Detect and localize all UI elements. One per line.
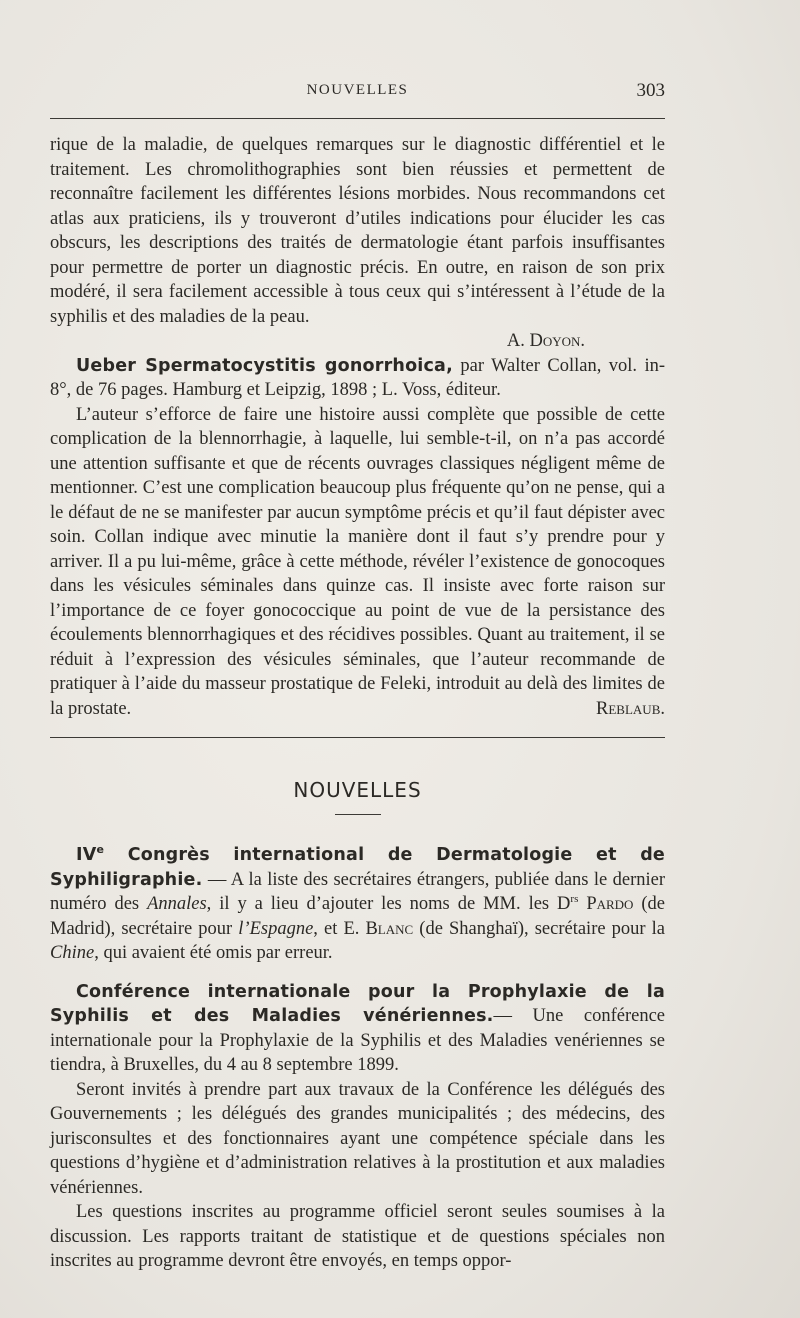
news-congres-espagne: l’Espagne — [238, 918, 314, 939]
news-conference — [50, 980, 665, 1078]
news-congres-text-c: (de Madrid), secrétaire pour — [50, 894, 666, 939]
news-conference-title: Conférence internationale pour la Prophylaxie de la Syphilis et des Maladies vénériennes. — [50, 981, 665, 1026]
news-congres-pardo: Pardo — [578, 894, 634, 914]
news-conference-para2: Seront invités à prendre part aux travaux de la Conférence les délégués des Gouvernements ; les délégués des grandes municipalités ; des médecins, des jurisconsultes et des fonctionnaires ayant une compétence spéciale dans les questions d’hygiène et d’administration relatives à la prostitution et aux maladies vénériennes. — [50, 1079, 665, 1198]
review-byline: par Walter Collan, vol. in-8°, de 76 pages. Hamburg et Leipzig, 1898 ; L. Voss, éditeur. — [50, 355, 665, 400]
news-text — [50, 843, 665, 1274]
page-number: 303 — [636, 80, 665, 101]
news-congres-text-b: , il y a lieu d’ajouter les noms de MM. les D — [206, 894, 571, 914]
news-congres-text-e: (de Shanghaï), secrétaire pour la — [413, 918, 666, 939]
news-congres-title-sup: e — [96, 843, 105, 857]
news-congres-rs: rs — [570, 892, 579, 905]
news-congres-blanc: Blanc — [365, 918, 414, 939]
news-congres-text-d: , et E. — [313, 918, 366, 939]
news-congres-title-rest: Congrès international de Dermatologie et de Syphiligraphie. — [50, 845, 665, 890]
review-heading-collan — [50, 354, 665, 403]
signature-reblaub: Reblaub. — [596, 698, 665, 719]
review-title: Ueber Spermatocystitis gonorrhoica, — [76, 355, 453, 376]
text-column — [50, 80, 665, 1274]
signature-doyon — [50, 329, 665, 354]
news-congres-chine: Chine — [50, 943, 95, 963]
section-rule — [50, 737, 665, 738]
running-head-title: NOUVELLES — [306, 82, 409, 98]
section-short-rule — [335, 814, 381, 815]
news-congres-text-a: — A la liste des secrétaires étrangers, publiée dans le dernier numéro des — [50, 869, 665, 914]
review-continuation: rique de la maladie, de quelques remarques sur le diagnostic différentiel et le traitement. Les chromolithographies sont bien réussies et permettent de reconnaître facilement les différentes lésions morbides. Nous recommandons cet atlas aux praticiens, ils y trouveront d’utiles indications pour élucider les cas obscurs, les descriptions des traités de dermatologie étant parfois insuffisantes pour permettre de porter un diagnostic précis. En outre, en raison de son prix modéré, il sera facilement accessible à tous ceux qui s’intéressent à l’étude de la syphilis et des maladies de la peau. — [50, 135, 665, 327]
news-congres-annales: Annales — [147, 894, 207, 914]
section-title: NOUVELLES — [293, 778, 422, 802]
news-congres-text-f: , qui avaient été omis par erreur. — [94, 943, 333, 963]
signature-doyon-text: A. Doyon. — [506, 331, 585, 351]
news-conference-text: — Une conférence internationale pour la Prophylaxie de la Syphilis et des Maladies venériennes se tiendra, à Bruxelles, du 4 au 8 septembre 1899. — [50, 1006, 665, 1075]
news-congres-title-numeral: IV — [76, 845, 97, 865]
news-conference-para3: Les questions inscrites au programme officiel seront seules soumises à la discussion. Les rapports traitant de statistique et de questions spéciales non inscrites au programme devront être envoyés, en temps oppor- — [50, 1202, 665, 1271]
body-text — [50, 133, 665, 721]
header-rule — [50, 118, 665, 119]
review-body-collan — [50, 403, 665, 722]
running-head — [50, 80, 665, 106]
news-congres — [50, 843, 665, 966]
review-body-text: L’auteur s’efforce de faire une histoire aussi complète que possible de cette complication de la blennorrhagie, à laquelle, lui semble-t-il, on n’a pas accordé une attention suffisante et que de récents ouvrages classiques négligent même de mentionner. C’est une complication beaucoup plus fréquente qu’on ne pense, qui a le défaut de ne se manifester par aucun symptôme précis et qu’il faut dépister avec soin. Collan indique avec minutie la manière dont il faut s’y prendre pour y arriver. Il a pu lui-même, grâce à cette méthode, révéler l’existence de gonocoques dans les vésicules séminales dans quinze cas. Il insiste avec forte raison sur l’importance de ce foyer gonococcique au point de vue de la persistance des écoulements blennorrhagiques et des récidives possibles. Quant au traitement, il se réduit à l’expression des vésicules séminales, que l’auteur recommande de pratiquer à l’aide du masseur prostatique de Feleki, introduit au delà des limites de la prostate. — [50, 404, 665, 719]
